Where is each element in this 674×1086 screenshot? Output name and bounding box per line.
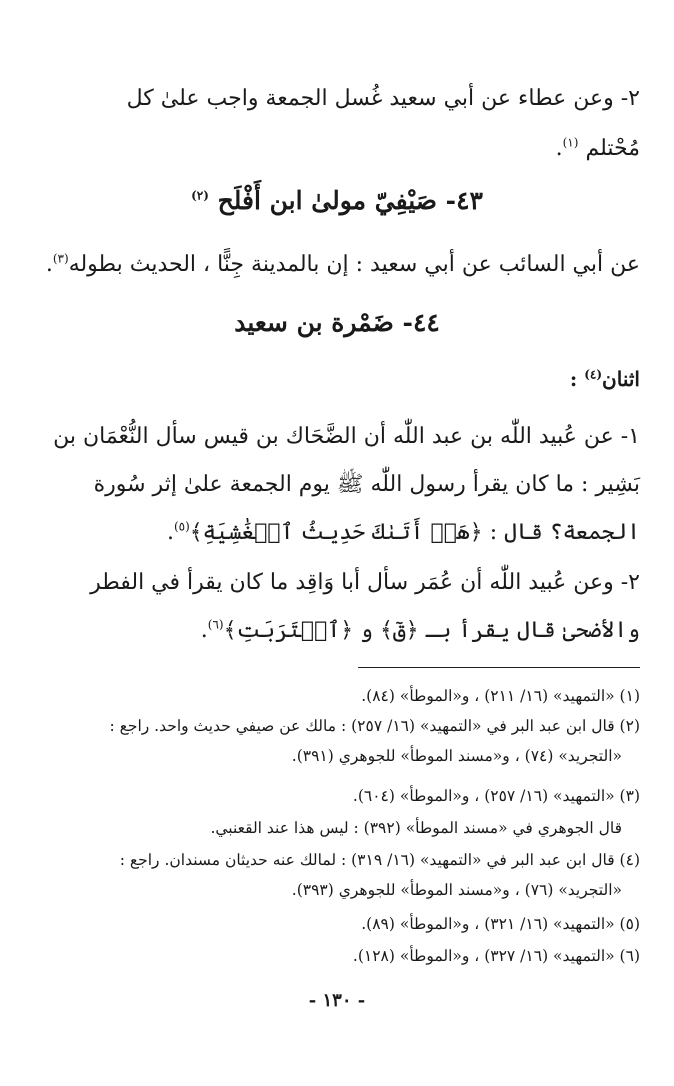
paragraph-4-line-2: بَشِير : ما كان يقرأ رسول اللّٰه ﷺ يوم الجمعة علىٰ إثر سُورة — [93, 472, 640, 497]
footnote-3-line-1: (٣) «التمهيد» (١٦/ ٢٥٧) ، و«الموطأ» (٦٠٤). — [352, 787, 640, 805]
footnote-2-line-2: «التجريد» (٧٤) ، و«مسند الموطأ» للجوهري (٣٩١). — [291, 747, 622, 765]
paragraph-1 — [44, 78, 640, 170]
footnote-ref-2: (٢) — [191, 188, 209, 203]
period: . — [166, 520, 174, 545]
section-heading-43 — [0, 186, 674, 215]
footnote-4-line-2: «التجريد» (٧٦) ، و«مسند الموطأ» للجوهري (٣٩٣). — [291, 881, 622, 899]
footnote-5: (٥) «التمهيد» (١٦/ ٣٢١) ، و«الموطأ» (٨٩). — [361, 915, 640, 933]
period: . — [45, 252, 53, 277]
paragraph-4 — [44, 416, 640, 554]
paragraph-2-text: عن أبي السائب عن أبي سعيد : إن بالمدينة جِنًّا ، الحديث بطوله — [68, 252, 640, 277]
footnote-ref-6: (٦) — [207, 617, 224, 632]
section-heading-44: ٤٤- ضَمْرة بن سعيد — [234, 308, 440, 337]
footnote-ref-5: (٥) — [173, 519, 190, 534]
footnote-2 — [38, 714, 640, 768]
footnote-3 — [38, 784, 640, 840]
footnote-divider — [358, 667, 640, 668]
footnote-1: (١) «التمهيد» (١٦/ ٢١١) ، و«الموطأ» (٨٤). — [361, 687, 640, 705]
paragraph-4-line-3 — [44, 512, 640, 554]
footnote-4 — [38, 848, 640, 902]
footnote-ref-4: (٤) — [584, 367, 603, 382]
footnote-2-line-1: (٢) قال ابن عبد البر في «التمهيد» (١٦/ ٢٥٧) : مالك عن صيفي حديث واحد. راجع : — [109, 717, 640, 735]
footnote-ref-1: (١) — [562, 135, 579, 150]
period: . — [555, 136, 563, 161]
footnote-4-line-1: (٤) قال ابن عبد البر في «التمهيد» (١٦/ ٣١٩) : لمالك عنه حديثان مسندان. راجع : — [119, 851, 640, 869]
paragraph-1-line-2 — [44, 128, 640, 170]
footnote-ref-3: (٣) — [52, 251, 69, 266]
paragraph-5 — [44, 562, 640, 652]
paragraph-1-line-1: ٢- وعن عطاء عن أبي سعيد غُسل الجمعة واجب علىٰ كل — [126, 86, 640, 111]
colon: : — [569, 367, 578, 391]
paragraph-1-line-2-text: مُحْتلم — [585, 136, 640, 161]
section-heading-43-text: ٤٣- صَيْفِيّ مولىٰ ابن أَفْلَح — [217, 186, 483, 215]
paragraph-4-line-1: ١- عن عُبيد اللّٰه بن عبد اللّٰه أن الضَّحَاك بن قيس سأل النُّعْمَان بن — [53, 424, 640, 449]
paragraph-5-line-1: ٢- وعن عُبيد اللّٰه أن عُمَر سأل أبا وَاقِد ما كان يقرأ في الفطر — [90, 570, 640, 595]
period: . — [200, 618, 208, 643]
paragraph-4-line-3-text: الجمعة؟ قال : ﴿هَلۡ أَتَىٰكَ حَدِيثُ ٱلۡغَٰشِيَةِ﴾ — [189, 520, 640, 545]
footnote-6: (٦) «التمهيد» (١٦/ ٣٢٧) ، و«الموطأ» (١٢٨). — [352, 947, 640, 965]
paragraph-5-line-2 — [44, 610, 640, 652]
paragraph-3-label: اثنان — [602, 367, 640, 391]
page-number: - ١٣٠ - — [308, 990, 366, 1011]
paragraph-5-line-2-text: والأضحىٰ قال يقرأ بـ ﴿قٓ﴾ و ﴿ٱقۡتَرَبَتِ﴾ — [223, 618, 640, 643]
paragraph-2 — [44, 244, 640, 286]
footnote-3-line-2: قال الجوهري في «مسند الموطأ» (٣٩٢) : ليس هذا عند القعنبي. — [210, 819, 622, 837]
paragraph-3 — [44, 358, 640, 400]
